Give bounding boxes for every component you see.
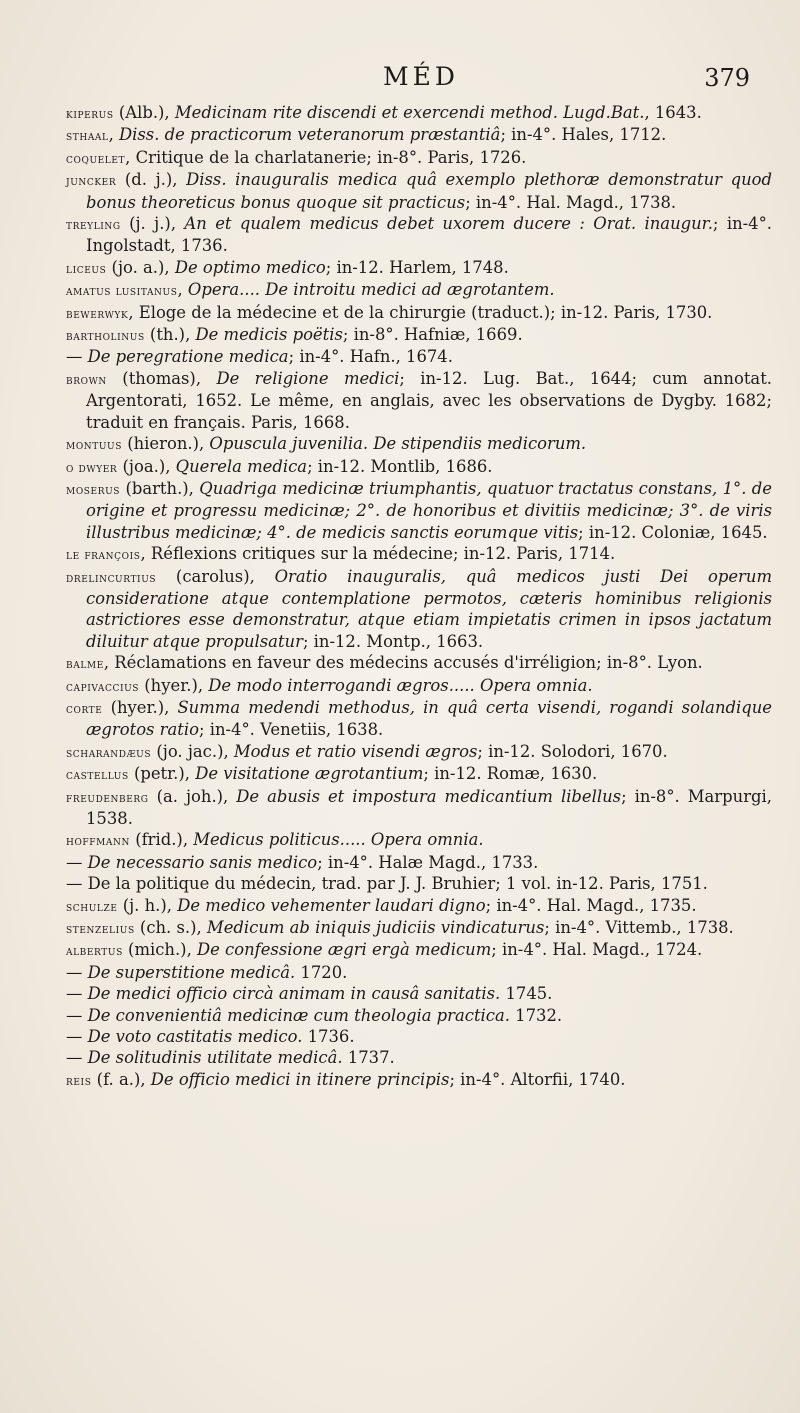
entry-author: schulze — [66, 898, 118, 914]
entry-text: (carolus), — [156, 566, 275, 586]
bibliography-entry — [66, 763, 772, 785]
entry-text: (d. j.), — [116, 170, 187, 190]
bibliography-entry — [66, 324, 772, 346]
entry-text: , Eloge de la médecine et de la chirurgie (traduct.); in-12. Paris, 1730. — [128, 302, 713, 322]
entry-imprint: 1736. — [302, 1027, 355, 1047]
entry-imprint: 1732. — [509, 1005, 563, 1025]
entry-author: corte — [66, 700, 103, 716]
entry-imprint: ; in-12. Romæ, 1630. — [423, 764, 598, 784]
entry-text: (barth.), — [120, 478, 200, 498]
entry-author: juncker — [66, 173, 117, 189]
entry-imprint: ; in-4°. Altorfii, 1740. — [449, 1069, 626, 1089]
entry-title: De modo interrogandi ægros..... Opera omnia. — [208, 675, 593, 695]
bibliography-entry — [66, 368, 772, 433]
bibliography-entry — [66, 741, 772, 763]
entry-text: , — [108, 125, 120, 145]
entry-title: Medicinam rite discendi et exercendi method. Lugd.Bat. — [174, 103, 645, 122]
entry-author: balme — [66, 656, 104, 672]
entry-title: An et qualem medicus debet uxorem ducere : Orat. inaugur. — [184, 214, 713, 234]
entry-author: capivaccius — [66, 678, 140, 694]
entry-title: Opuscula juvenilia. De stipendiis medicorum. — [209, 434, 587, 454]
bibliography-entry — [66, 983, 772, 1004]
bibliography-entry — [66, 213, 772, 257]
entry-author: coquelet — [66, 150, 126, 166]
entry-author: o dwyer — [66, 459, 118, 475]
entry-imprint: ; in-4°. Hales, 1712. — [500, 125, 667, 145]
entry-text: — — [66, 984, 88, 1004]
entry-author: le françois — [66, 547, 141, 563]
bibliography-entry — [66, 1026, 772, 1047]
bibliography-entry — [66, 478, 772, 543]
entry-text: — — [66, 962, 88, 982]
bibliography-entry — [66, 652, 772, 674]
entry-imprint: ; in-8°. Hafniæ, 1669. — [342, 325, 523, 345]
bibliography-entry — [66, 147, 772, 169]
entry-text: (f. a.), — [91, 1069, 151, 1089]
entry-imprint: 1737. — [342, 1048, 395, 1068]
entry-text: (ch. s.), — [134, 918, 207, 938]
entry-title: De solitudinis utilitate medicâ. — [87, 1048, 343, 1068]
entry-imprint: ; in-12. Solodori, 1670. — [477, 741, 668, 761]
entry-text: , Réclamations en faveur des médecins accusés d'irréligion; in-8°. Lyon. — [103, 653, 703, 673]
entry-title: Modus et ratio visendi ægros — [233, 741, 478, 761]
entry-title: Querela medica — [175, 456, 308, 476]
bibliography-entry — [66, 257, 772, 279]
entry-text: (hyer.), — [102, 697, 178, 717]
entry-author: hoffmann — [66, 833, 130, 849]
entry-title: De optimo medico — [174, 257, 326, 277]
bibliography-entry — [66, 279, 772, 301]
entry-text: (thomas), — [106, 368, 217, 388]
entry-text: (jo. a.), — [106, 257, 175, 277]
entry-imprint: 1720. — [295, 962, 348, 982]
entry-title: De medici officio circà animam in causâ sanitatis. — [87, 984, 501, 1004]
entry-title: De necessario sanis medico — [87, 852, 318, 872]
entry-text: (hieron.), — [122, 434, 210, 454]
entry-text: (Alb.), — [113, 103, 175, 122]
entry-title: De superstitione medicâ. — [87, 962, 296, 982]
entry-text: (hyer.), — [139, 675, 209, 695]
entry-text: (j. j.), — [120, 214, 185, 234]
page-number: 379 — [704, 64, 750, 92]
entry-title: De peregratione medica — [87, 347, 289, 367]
entry-title: Diss. inauguralis medica quâ exemplo plethoræ demonstratur quod bonus theoreticus bonus quoque sit practicus — [86, 170, 772, 212]
entry-title: De medicis poëtis — [195, 325, 343, 345]
bibliography-entry — [66, 102, 772, 124]
entry-imprint: 1745. — [500, 984, 553, 1004]
entry-author: brown — [66, 371, 107, 387]
entry-text: — — [66, 1005, 88, 1025]
entry-text: — — [66, 1027, 88, 1047]
entry-title: Opera.... De introitu medici ad ægrotantem. — [187, 280, 555, 300]
entry-title: Summa medendi methodus, in quâ certa visendi, rogandi solandique ægrotos ratio — [86, 697, 772, 740]
entry-imprint: ; in-4°. Hal. Magd., 1735. — [485, 895, 697, 915]
bibliography-entry — [66, 543, 772, 565]
entry-author: castellus — [66, 767, 129, 783]
entry-author: montuus — [66, 437, 123, 453]
entry-imprint: ; in-4°. Ingolstadt, 1736. — [86, 214, 772, 256]
bibliography-entry — [66, 566, 772, 653]
bibliography-entry — [66, 917, 772, 939]
running-title: MÉD — [383, 62, 459, 91]
entry-title: De medico vehementer laudari digno — [177, 895, 486, 915]
bibliography-entry — [66, 895, 772, 917]
entry-author: bewerwyk — [66, 305, 129, 321]
entry-imprint: ; in-12. Lug. Bat., 1644; cum annotat. Argentorati, 1652. Le même, en anglais, avec les observations de Dygby. 1682; traduit en français. Paris, 1668. — [86, 368, 773, 432]
entry-author: stenzelius — [66, 921, 135, 937]
entry-author: scharandæus — [66, 744, 152, 760]
bibliography-list — [66, 102, 772, 1091]
entry-imprint: ; in-12. Harlem, 1748. — [325, 257, 509, 277]
page-header — [70, 62, 772, 96]
bibliography-entry — [66, 124, 772, 146]
entry-title: Quadriga medicinæ triumphantis, quatuor tractatus constans, 1°. de origine et progressu medicinæ; 2°. de honoribus et divitiis medicinæ; 3°. de viris illustribus medicinæ; 4°. de medicis sanctis eorumque vitis — [86, 478, 772, 542]
bibliography-entry — [66, 675, 772, 697]
bibliography-entry — [66, 1005, 772, 1026]
entry-title: De visitatione ægrotantium — [195, 764, 424, 784]
entry-text: (frid.), — [129, 830, 194, 850]
entry-text: (petr.), — [128, 764, 196, 784]
entry-author: amatus lusitanus — [66, 283, 178, 299]
entry-imprint: ; in-4°. Hal. Magd., 1724. — [491, 940, 703, 960]
entry-title: De confessione ægri ergà medicum — [197, 940, 492, 960]
bibliography-entry — [66, 456, 772, 478]
entry-text: — De la politique du médecin, trad. par J. J. Bruhier; 1 vol. in-12. Paris, 1751. — [66, 874, 708, 894]
entry-author: liceus — [66, 260, 107, 276]
bibliography-entry — [66, 786, 772, 830]
entry-imprint: ; in-4°. Hal. Magd., 1738. — [465, 192, 677, 212]
bibliography-entry — [66, 829, 772, 851]
entry-text: — — [66, 1048, 88, 1068]
bibliography-entry — [66, 962, 772, 983]
entry-title: Medicum ab iniquis judiciis vindicaturus — [206, 918, 545, 938]
entry-title: Oratio inauguralis, quâ medicos justi Dei operum consideratione atque contemplatione permotos, cæteris hominibus religionis astrictiores esse demonstratur, atque etiam impietatis crimen in ipsos jactatum diluitur atque propulsatur — [86, 566, 772, 651]
bibliography-entry — [66, 939, 772, 961]
entry-text: (a. joh.), — [148, 786, 237, 806]
entry-imprint: ; in-12. Coloniæ, 1645. — [578, 522, 768, 542]
bibliography-entry — [66, 1047, 772, 1068]
entry-text: (joa.), — [117, 456, 176, 476]
entry-text: , — [177, 280, 188, 300]
bibliography-entry — [66, 346, 772, 367]
bibliography-entry — [66, 1069, 772, 1091]
entry-author: sthaal — [66, 128, 109, 144]
entry-title: De officio medici in itinere principis — [150, 1069, 450, 1089]
entry-text: , Réflexions critiques sur la médecine; in-12. Paris, 1714. — [140, 544, 616, 564]
entry-text: — — [66, 852, 88, 872]
entry-imprint: ; in-12. Montp., 1663. — [302, 631, 484, 651]
entry-imprint: ; in-4°. Venetiis, 1638. — [198, 720, 384, 740]
entry-text: , Critique de la charlatanerie; in-8°. Paris, 1726. — [125, 147, 527, 167]
entry-title: De convenientiâ medicinæ cum theologia practica. — [87, 1005, 510, 1025]
entry-author: bartholinus — [66, 328, 145, 344]
entry-text: (th.), — [144, 325, 196, 345]
entry-text: — — [66, 347, 88, 367]
entry-text: (jo. jac.), — [151, 741, 234, 761]
bibliography-entry — [66, 169, 772, 213]
entry-author: drelincurtius — [66, 569, 157, 585]
bibliography-entry — [66, 302, 772, 324]
entry-title: Medicus politicus..... Opera omnia. — [193, 830, 484, 850]
entry-text: (mich.), — [122, 940, 197, 960]
entry-author: treyling — [66, 217, 121, 233]
entry-title: De abusis et impostura medicantium libellus — [236, 786, 622, 806]
entry-text: (j. h.), — [117, 895, 178, 915]
entry-imprint: ; in-12. Montlib, 1686. — [307, 456, 493, 476]
bibliography-entry — [66, 852, 772, 873]
entry-author: freudenberg — [66, 789, 149, 805]
entry-author: albertus — [66, 943, 123, 959]
entry-author: reis — [66, 1072, 92, 1088]
entry-imprint: ; in-4°. Hafn., 1674. — [288, 347, 453, 367]
entry-title: De voto castitatis medico. — [87, 1027, 303, 1047]
bibliography-entry — [66, 873, 772, 894]
entry-imprint: ; in-8°. Marpurgi, 1538. — [86, 786, 772, 828]
entry-title: De religione medici — [216, 368, 400, 388]
bibliography-entry — [66, 433, 772, 455]
entry-imprint: , 1643. — [644, 103, 702, 122]
entry-author: moserus — [66, 481, 121, 497]
entry-title: Diss. de practicorum veteranorum præstantiâ — [119, 125, 501, 145]
entry-imprint: ; in-4°. Vittemb., 1738. — [544, 918, 734, 938]
bibliography-entry — [66, 697, 772, 741]
entry-imprint: ; in-4°. Halæ Magd., 1733. — [317, 852, 539, 872]
entry-author: kiperus — [66, 106, 114, 121]
